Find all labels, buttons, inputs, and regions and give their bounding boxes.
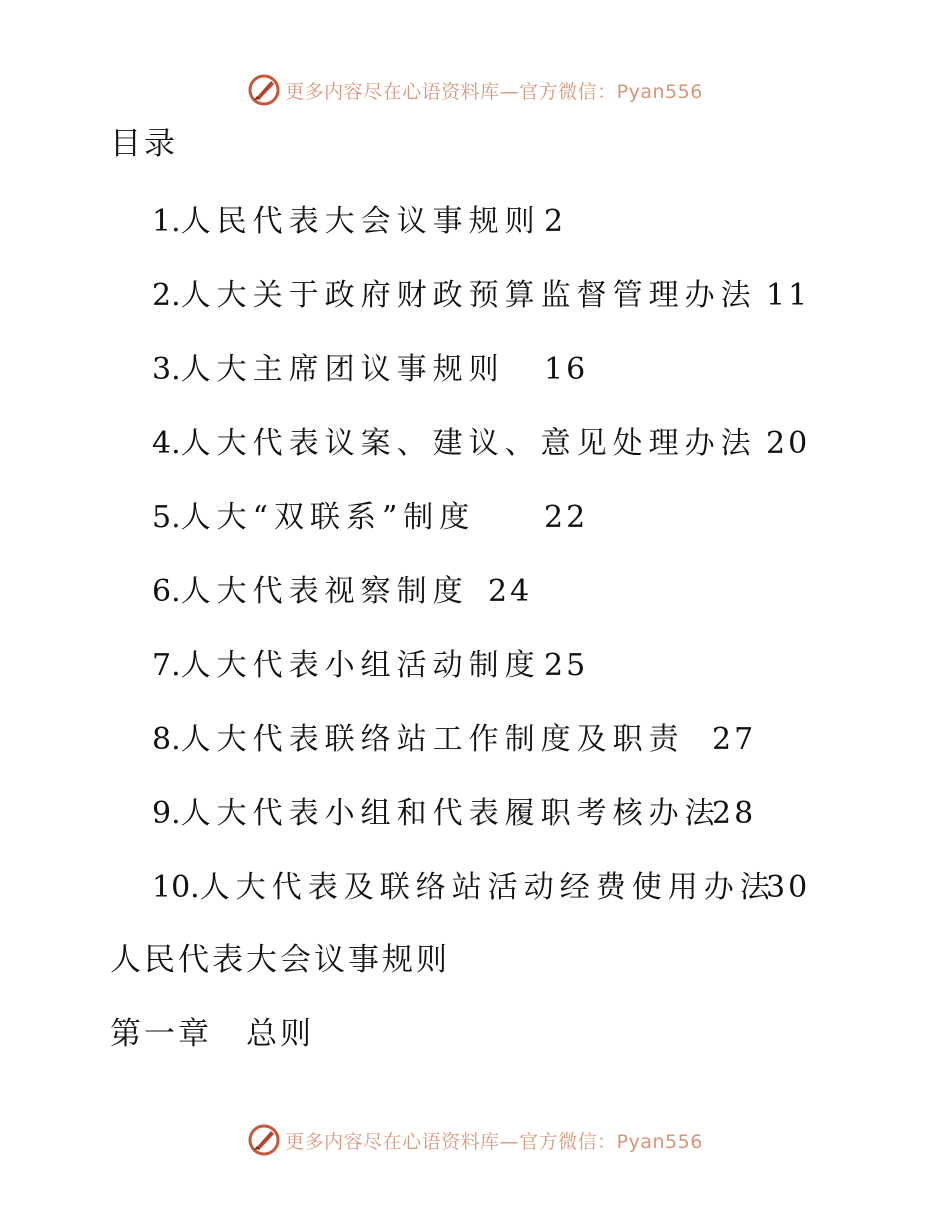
quill-pen-logo-icon: [247, 1123, 281, 1157]
toc-item-label: 人大代表及联络站活动经费使用办法: [199, 870, 776, 905]
toc-item-number: 6.: [152, 574, 181, 609]
toc-item[interactable]: [152, 270, 852, 344]
toc-item-label: 人民代表大会议事规则: [180, 204, 541, 239]
toc-item-number: 2.: [152, 278, 181, 313]
toc-item-number: 10.: [152, 870, 200, 905]
watermark-text: 更多内容尽在心语资料库—官方微信：Pyan556: [285, 80, 703, 103]
toc-item[interactable]: [152, 862, 852, 936]
toc-item-page: 22: [544, 500, 589, 535]
toc-item-page: 25: [544, 648, 589, 683]
watermark-footer: [0, 1120, 950, 1160]
toc-item-number: 8.: [152, 722, 181, 757]
toc-item-number: 3.: [152, 352, 181, 387]
toc-item[interactable]: [152, 788, 852, 862]
toc-item[interactable]: [152, 344, 852, 418]
toc-item[interactable]: [152, 566, 852, 640]
toc-item-page: 20: [766, 426, 811, 461]
toc-item-page: 2: [544, 204, 567, 239]
toc-item-page: 11: [766, 278, 811, 313]
watermark-text: 更多内容尽在心语资料库—官方微信：Pyan556: [285, 1130, 703, 1153]
watermark-header: [0, 70, 950, 110]
toc-item-label: 人大“双联系”制度: [180, 500, 476, 535]
toc-item-number: 9.: [152, 796, 181, 831]
toc-item-label: 人大代表小组活动制度: [180, 648, 541, 683]
toc-title: 目录: [110, 126, 178, 162]
toc-item-label: 人大代表小组和代表履职考核办法: [180, 796, 721, 831]
toc-item[interactable]: [152, 492, 852, 566]
toc-item-page: 16: [544, 352, 589, 387]
toc-item-page: 24: [488, 574, 533, 609]
toc-item-label: 人大关于政府财政预算监督管理办法: [180, 278, 757, 313]
toc-item-label: 人大代表议案、建议、意见处理办法: [180, 426, 757, 461]
toc-item-label: 人大代表联络站工作制度及职责: [180, 722, 685, 757]
toc-item[interactable]: [152, 418, 852, 492]
toc-item-number: 4.: [152, 426, 181, 461]
table-of-contents: [152, 196, 852, 936]
toc-item[interactable]: [152, 714, 852, 788]
toc-item-page: 27: [712, 722, 757, 757]
document-title: 人民代表大会议事规则: [110, 942, 450, 978]
toc-item-number: 1.: [152, 204, 181, 239]
toc-item-label: 人大代表视察制度: [180, 574, 469, 609]
toc-item-number: 7.: [152, 648, 181, 683]
toc-item-page: 28: [712, 796, 757, 831]
toc-item[interactable]: [152, 196, 852, 270]
toc-item-number: 5.: [152, 500, 181, 535]
toc-item-page: 30: [766, 870, 811, 905]
quill-pen-logo-icon: [247, 73, 281, 107]
chapter-heading: 第一章 总则: [110, 1016, 314, 1052]
toc-item-label: 人大主席团议事规则: [180, 352, 505, 387]
toc-item[interactable]: [152, 640, 852, 714]
